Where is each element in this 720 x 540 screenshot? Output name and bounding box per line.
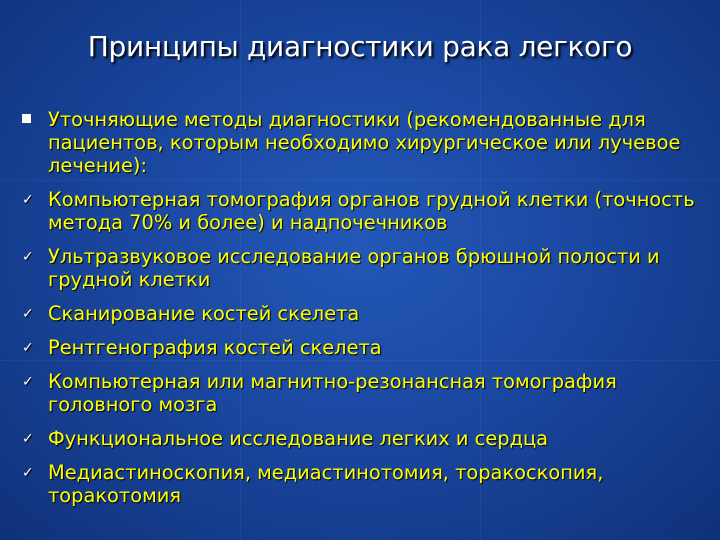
list-item-text: Рентгенография костей скелета xyxy=(48,336,382,359)
checkmark-icon: ✓ xyxy=(22,306,34,322)
square-bullet-icon xyxy=(22,114,31,123)
list-item xyxy=(20,245,700,291)
list-item xyxy=(20,461,700,507)
list-item-text: Ультразвуковое исследование органов брюшной полости и грудной клетки xyxy=(48,245,660,291)
list-item-text: Медиастиноскопия, медиастинотомия, торакоскопия, торакотомия xyxy=(48,461,604,507)
list-item xyxy=(20,427,700,450)
list-item xyxy=(20,336,700,359)
list-item-text: Уточняющие методы диагностики (рекомендованные для пациентов, которым необходимо хирургическое или лучевое лечение): xyxy=(48,108,681,177)
checkmark-icon: ✓ xyxy=(22,374,34,390)
bullet-list xyxy=(20,108,700,518)
list-item-text: Компьютерная томография органов грудной клетки (точность метода 70% и более) и надпочечников xyxy=(48,188,695,234)
list-item xyxy=(20,188,700,234)
checkmark-icon: ✓ xyxy=(22,431,34,447)
list-item xyxy=(20,108,700,177)
checkmark-icon: ✓ xyxy=(22,192,34,208)
checkmark-icon: ✓ xyxy=(22,465,34,481)
checkmark-icon: ✓ xyxy=(22,340,34,356)
list-item-text: Компьютерная или магнитно-резонансная томография головного мозга xyxy=(48,370,617,416)
checkmark-icon: ✓ xyxy=(22,249,34,265)
list-item-text: Сканирование костей скелета xyxy=(48,302,360,325)
list-item xyxy=(20,370,700,416)
list-item-text: Функциональное исследование легких и сердца xyxy=(48,427,549,450)
list-item xyxy=(20,302,700,325)
slide-title: Принципы диагностики рака легкого xyxy=(87,30,633,63)
